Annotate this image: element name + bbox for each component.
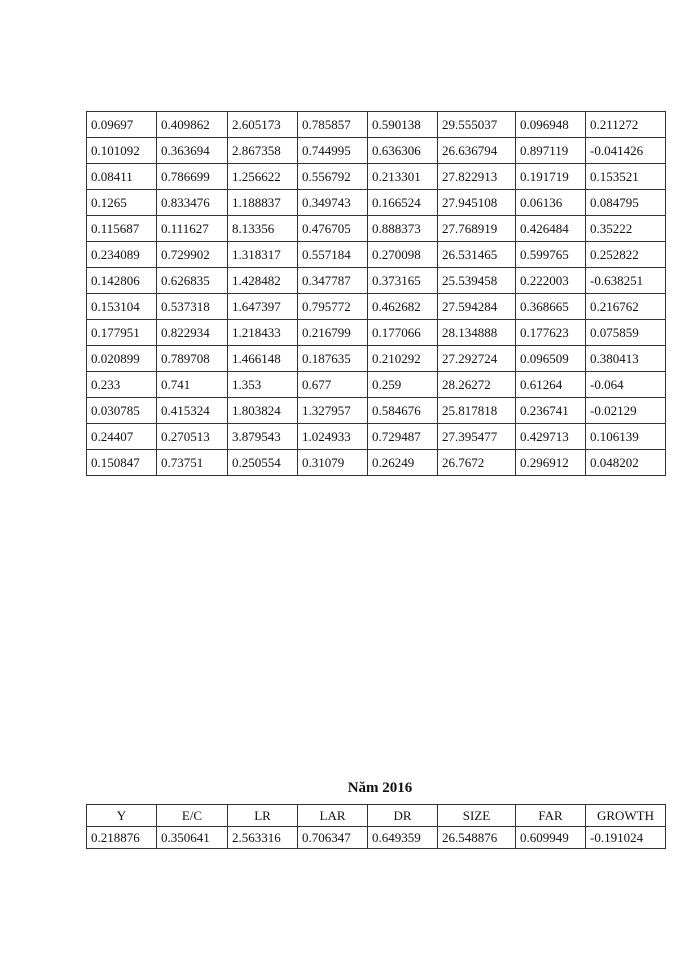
table-cell: 29.555037 xyxy=(438,112,516,138)
table-cell: 0.350641 xyxy=(157,827,228,849)
table-cell: 0.786699 xyxy=(157,164,228,190)
table-cell: 0.61264 xyxy=(516,372,586,398)
table-cell: 0.096948 xyxy=(516,112,586,138)
table-cell: 0.706347 xyxy=(298,827,368,849)
column-header: Y xyxy=(87,805,157,827)
table-cell: 0.729902 xyxy=(157,242,228,268)
table-cell: 0.649359 xyxy=(368,827,438,849)
table-cell: 0.373165 xyxy=(368,268,438,294)
table-cell: 0.218876 xyxy=(87,827,157,849)
table-cell: 0.09697 xyxy=(87,112,157,138)
table-cell: 0.415324 xyxy=(157,398,228,424)
table-cell: 1.327957 xyxy=(298,398,368,424)
table-cell: 1.218433 xyxy=(228,320,298,346)
table-cell: 0.075859 xyxy=(586,320,666,346)
table-cell: 0.250554 xyxy=(228,450,298,476)
table-cell: 0.888373 xyxy=(368,216,438,242)
data-table-top xyxy=(86,111,666,476)
table-row xyxy=(87,190,666,216)
table-cell: 0.785857 xyxy=(298,112,368,138)
table-cell: 0.795772 xyxy=(298,294,368,320)
table-cell: 1.428482 xyxy=(228,268,298,294)
table-cell: 0.270513 xyxy=(157,424,228,450)
table-cell: 26.531465 xyxy=(438,242,516,268)
table-cell: 0.142806 xyxy=(87,268,157,294)
table-cell: 26.636794 xyxy=(438,138,516,164)
table-cell: 0.557184 xyxy=(298,242,368,268)
table-cell: 0.222003 xyxy=(516,268,586,294)
table-cell: 0.177066 xyxy=(368,320,438,346)
table-cell: 0.08411 xyxy=(87,164,157,190)
table-cell: 0.296912 xyxy=(516,450,586,476)
table-cell: 0.187635 xyxy=(298,346,368,372)
table-cell: 26.7672 xyxy=(438,450,516,476)
table-row xyxy=(87,242,666,268)
column-header: SIZE xyxy=(438,805,516,827)
table-cell: 0.833476 xyxy=(157,190,228,216)
column-header: LAR xyxy=(298,805,368,827)
table-cell: 2.563316 xyxy=(228,827,298,849)
table-row xyxy=(87,424,666,450)
table-cell: 0.236741 xyxy=(516,398,586,424)
table-cell: 0.153521 xyxy=(586,164,666,190)
column-header: FAR xyxy=(516,805,586,827)
table-cell: 0.106139 xyxy=(586,424,666,450)
table-cell: 0.211272 xyxy=(586,112,666,138)
table-cell: 0.476705 xyxy=(298,216,368,242)
table-row xyxy=(87,372,666,398)
table-cell: 2.605173 xyxy=(228,112,298,138)
table-cell: 26.548876 xyxy=(438,827,516,849)
year-heading: Năm 2016 xyxy=(347,780,413,796)
table-cell: 0.584676 xyxy=(368,398,438,424)
table-cell: 0.31079 xyxy=(298,450,368,476)
table-cell: 1.318317 xyxy=(228,242,298,268)
table-cell: 0.191719 xyxy=(516,164,586,190)
table-cell: -0.02129 xyxy=(586,398,666,424)
table-cell: 0.368665 xyxy=(516,294,586,320)
table-cell: 1.803824 xyxy=(228,398,298,424)
table-row xyxy=(87,294,666,320)
column-header: DR xyxy=(368,805,438,827)
column-header: E/C xyxy=(157,805,228,827)
table-cell: 0.115687 xyxy=(87,216,157,242)
table-cell: 0.347787 xyxy=(298,268,368,294)
table-cell: -0.191024 xyxy=(586,827,666,849)
table-cell: -0.064 xyxy=(586,372,666,398)
table-cell: 0.252822 xyxy=(586,242,666,268)
table-cell: 0.822934 xyxy=(157,320,228,346)
table-cell: 0.626835 xyxy=(157,268,228,294)
table-cell: 0.177623 xyxy=(516,320,586,346)
table-row xyxy=(87,164,666,190)
table-row xyxy=(87,112,666,138)
table-cell: 0.111627 xyxy=(157,216,228,242)
column-header: LR xyxy=(228,805,298,827)
table-cell: 0.030785 xyxy=(87,398,157,424)
table-cell: 0.599765 xyxy=(516,242,586,268)
table-cell: 0.380413 xyxy=(586,346,666,372)
table-cell: 0.213301 xyxy=(368,164,438,190)
table-cell: 0.537318 xyxy=(157,294,228,320)
table-cell: 0.556792 xyxy=(298,164,368,190)
table-cell: 0.349743 xyxy=(298,190,368,216)
table-cell: 28.134888 xyxy=(438,320,516,346)
table-cell: 0.048202 xyxy=(586,450,666,476)
table-cell: 0.270098 xyxy=(368,242,438,268)
table-cell: 1.188837 xyxy=(228,190,298,216)
table-cell: 28.26272 xyxy=(438,372,516,398)
table-cell: 0.101092 xyxy=(87,138,157,164)
table-row xyxy=(87,216,666,242)
table-cell: 1.024933 xyxy=(298,424,368,450)
table-cell: 0.084795 xyxy=(586,190,666,216)
table-cell: 1.256622 xyxy=(228,164,298,190)
table-cell: 0.26249 xyxy=(368,450,438,476)
table-cell: 0.73751 xyxy=(157,450,228,476)
table-cell: 3.879543 xyxy=(228,424,298,450)
table-row xyxy=(87,268,666,294)
table-cell: 25.817818 xyxy=(438,398,516,424)
table-cell: 27.945108 xyxy=(438,190,516,216)
table-cell: 1.353 xyxy=(228,372,298,398)
table-cell: 27.594284 xyxy=(438,294,516,320)
table-cell: 0.153104 xyxy=(87,294,157,320)
table-cell: -0.041426 xyxy=(586,138,666,164)
table-cell: 0.429713 xyxy=(516,424,586,450)
table-cell: 0.177951 xyxy=(87,320,157,346)
table-row xyxy=(87,398,666,424)
table-cell: 0.096509 xyxy=(516,346,586,372)
table-cell: 0.216762 xyxy=(586,294,666,320)
table-cell: 8.13356 xyxy=(228,216,298,242)
table-cell: 0.020899 xyxy=(87,346,157,372)
table-cell: 25.539458 xyxy=(438,268,516,294)
table-cell: 27.822913 xyxy=(438,164,516,190)
table-cell: 0.462682 xyxy=(368,294,438,320)
table-cell: 1.466148 xyxy=(228,346,298,372)
table-header-row xyxy=(87,805,666,827)
table-cell: 2.867358 xyxy=(228,138,298,164)
table-cell: 0.590138 xyxy=(368,112,438,138)
table-cell: 0.06136 xyxy=(516,190,586,216)
table-cell: 1.647397 xyxy=(228,294,298,320)
table-cell: 0.150847 xyxy=(87,450,157,476)
table-cell: 0.741 xyxy=(157,372,228,398)
table-cell: 0.789708 xyxy=(157,346,228,372)
table-cell: 0.363694 xyxy=(157,138,228,164)
table-row xyxy=(87,138,666,164)
table-row xyxy=(87,346,666,372)
table-cell: 0.234089 xyxy=(87,242,157,268)
table-cell: 0.744995 xyxy=(298,138,368,164)
table-cell: 0.24407 xyxy=(87,424,157,450)
table-cell: 0.729487 xyxy=(368,424,438,450)
table-cell: 0.166524 xyxy=(368,190,438,216)
table-row xyxy=(87,450,666,476)
table-cell: 0.259 xyxy=(368,372,438,398)
table-cell: 0.409862 xyxy=(157,112,228,138)
data-table-2016 xyxy=(86,804,666,849)
column-header: GROWTH xyxy=(586,805,666,827)
table-cell: 27.395477 xyxy=(438,424,516,450)
table-row xyxy=(87,320,666,346)
table-cell: 0.897119 xyxy=(516,138,586,164)
table-row xyxy=(87,827,666,849)
table-cell: 0.426484 xyxy=(516,216,586,242)
table-cell: 0.677 xyxy=(298,372,368,398)
table-cell: 27.768919 xyxy=(438,216,516,242)
table-cell: 0.1265 xyxy=(87,190,157,216)
table-cell: 0.609949 xyxy=(516,827,586,849)
table-cell: 27.292724 xyxy=(438,346,516,372)
table-cell: 0.35222 xyxy=(586,216,666,242)
table-cell: -0.638251 xyxy=(586,268,666,294)
table-cell: 0.233 xyxy=(87,372,157,398)
table-cell: 0.210292 xyxy=(368,346,438,372)
table-cell: 0.636306 xyxy=(368,138,438,164)
table-cell: 0.216799 xyxy=(298,320,368,346)
